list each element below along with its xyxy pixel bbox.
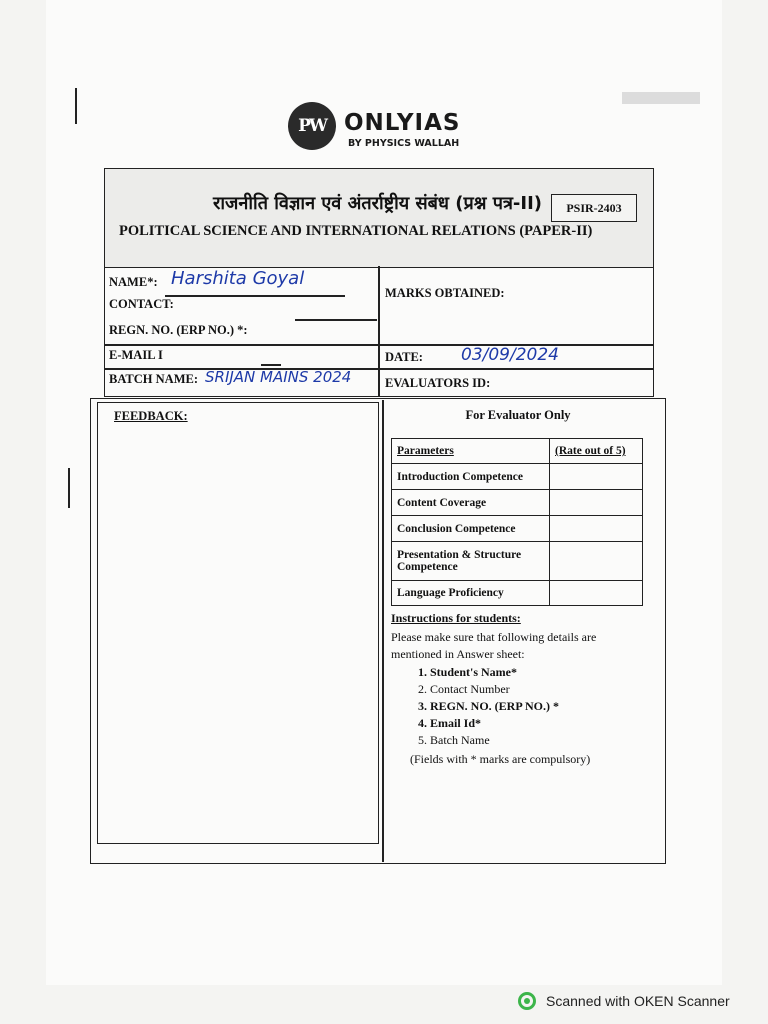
eval-divider xyxy=(382,400,384,862)
list-item: 5. Batch Name xyxy=(430,732,559,749)
col-parameters: Parameters xyxy=(392,439,550,464)
margin-mark xyxy=(75,88,77,124)
paper-code: PSIR-2403 xyxy=(551,194,637,222)
marks-label: MARKS OBTAINED: xyxy=(385,286,505,300)
contact-label: CONTACT: xyxy=(109,297,174,311)
instructions-list xyxy=(410,664,559,749)
regn-label: REGN. NO. (ERP NO.) *: xyxy=(109,323,248,337)
margin-mark xyxy=(68,468,70,508)
instructions-note: (Fields with * marks are compulsory) xyxy=(410,752,591,766)
title-hindi: राजनीति विज्ञान एवं अंतर्राष्ट्रीय संबंध (प्रश्न पत्र-II) xyxy=(213,193,542,214)
feedback-label: FEEDBACK: xyxy=(114,409,188,423)
row-separator xyxy=(105,368,653,370)
rating-cell[interactable] xyxy=(550,581,643,606)
logo-wordmark: ONLYIAS xyxy=(344,110,461,136)
rating-cell[interactable] xyxy=(550,490,643,516)
email-label: E-MAIL I xyxy=(109,348,163,362)
scanner-watermark xyxy=(518,990,730,1012)
parameters-table xyxy=(391,438,643,606)
scanner-text: Scanned with OKEN Scanner xyxy=(546,993,730,1009)
table-header-row xyxy=(392,439,643,464)
list-item: 1. Student's Name* xyxy=(430,664,559,681)
name-underline xyxy=(165,295,345,297)
param-name: Content Coverage xyxy=(392,490,550,516)
table-row xyxy=(392,516,643,542)
date-label: DATE: xyxy=(385,350,423,364)
date-value[interactable]: 03/09/2024 xyxy=(461,345,559,365)
feedback-box[interactable] xyxy=(97,402,379,844)
scan-smudge xyxy=(622,92,700,104)
list-item: 3. REGN. NO. (ERP NO.) * xyxy=(430,698,559,715)
title-english: POLITICAL SCIENCE AND INTERNATIONAL RELATIONS (PAPER-II) xyxy=(119,223,593,239)
pw-emblem: PW xyxy=(288,102,336,150)
evaluator-id-label: EVALUATORS ID: xyxy=(385,376,491,390)
info-divider xyxy=(378,266,380,396)
param-name: Conclusion Competence xyxy=(392,516,550,542)
param-name: Language Proficiency xyxy=(392,581,550,606)
list-item: 2. Contact Number xyxy=(430,681,559,698)
instructions-body: Please make sure that following details are mentioned in Answer sheet: xyxy=(391,630,597,661)
param-name: Presentation & Structure Competence xyxy=(392,542,550,581)
title-header xyxy=(104,168,654,268)
evaluator-title: For Evaluator Only xyxy=(465,408,571,422)
rating-cell[interactable] xyxy=(550,464,643,490)
student-info-box xyxy=(104,266,654,397)
batch-label: BATCH NAME: xyxy=(109,372,199,386)
email-dash xyxy=(261,364,281,366)
onlyias-logo xyxy=(288,102,488,154)
instructions-title: Instructions for students: xyxy=(391,611,521,625)
name-label: NAME*: xyxy=(109,275,158,289)
scanner-logo-icon xyxy=(518,992,536,1010)
table-row xyxy=(392,490,643,516)
row-separator xyxy=(105,344,378,346)
rating-cell[interactable] xyxy=(550,542,643,581)
table-row xyxy=(392,542,643,581)
name-value[interactable]: Harshita Goyal xyxy=(171,268,305,289)
col-rate: (Rate out of 5) xyxy=(550,439,643,464)
rating-cell[interactable] xyxy=(550,516,643,542)
batch-value[interactable]: SRIJAN MAINS 2024 xyxy=(205,368,352,386)
list-item: 4. Email Id* xyxy=(430,715,559,732)
logo-subtitle: BY PHYSICS WALLAH xyxy=(348,138,460,149)
table-row xyxy=(392,581,643,606)
table-row xyxy=(392,464,643,490)
contact-underline xyxy=(295,319,377,321)
param-name: Introduction Competence xyxy=(392,464,550,490)
